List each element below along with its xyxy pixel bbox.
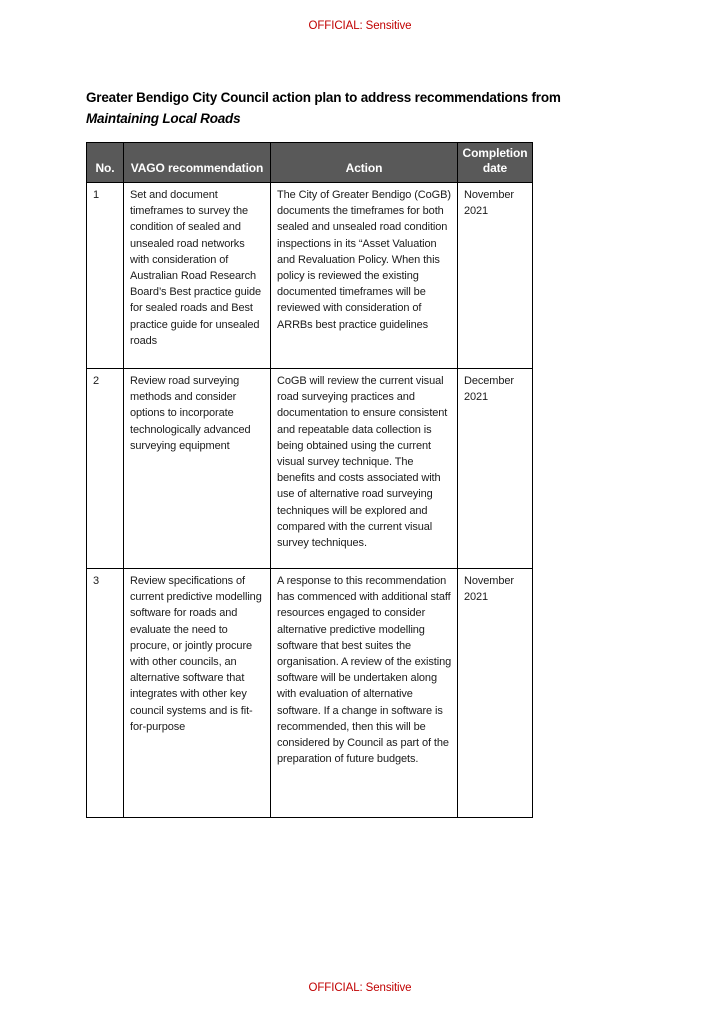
column-header-action: Action [271, 143, 458, 183]
cell-action: The City of Greater Bendigo (CoGB) documents the timeframes for both sealed and unsealed road condition inspections in its “Asset Valuation and Revaluation Policy. When this policy is reviewed the existing documented timeframes will be reviewed with consideration of ARRBs best practice guidelines [271, 183, 458, 369]
column-header-no: No. [87, 143, 124, 183]
cell-no: 2 [87, 369, 124, 569]
table-header-row [87, 143, 533, 183]
column-header-vago-recommendation: VAGO recommendation [124, 143, 271, 183]
page-title [86, 87, 646, 129]
page-title-line1: Greater Bendigo City Council action plan to address recommendations from [86, 90, 561, 105]
classification-banner-bottom: OFFICIAL: Sensitive [308, 982, 412, 994]
column-header-completion-date: Completion date [458, 143, 533, 183]
cell-no: 3 [87, 569, 124, 818]
table-row [87, 569, 533, 818]
cell-recommendation: Review specifications of current predictive modelling software for roads and evaluate the need to procure, or jointly procure with other councils, an alternative software that integrates with other key council systems and is fit-for-purpose [124, 569, 271, 818]
classification-banner-top: OFFICIAL: Sensitive [308, 20, 412, 32]
action-plan-table [86, 142, 533, 818]
cell-recommendation: Set and document timeframes to survey the condition of sealed and unsealed road networks with consideration of Australian Road Research Board’s Best practice guide for sealed roads and Best practice guide for unsealed roads [124, 183, 271, 369]
cell-completion-date: November 2021 [458, 183, 533, 369]
cell-completion-date: December 2021 [458, 369, 533, 569]
table-row [87, 369, 533, 569]
page-title-report-name: Maintaining Local Roads [86, 111, 241, 126]
cell-action: A response to this recommendation has commenced with additional staff resources engaged to consider alternative predictive modelling software that best suites the organisation. A review of the existing software will be undertaken along with evaluation of alternative software. If a change in software is recommended, then this will be considered by Council as part of the preparation of future budgets. [271, 569, 458, 818]
cell-recommendation: Review road surveying methods and consider options to incorporate technologically advanced surveying equipment [124, 369, 271, 569]
cell-completion-date: November 2021 [458, 569, 533, 818]
cell-no: 1 [87, 183, 124, 369]
table-row [87, 183, 533, 369]
cell-action: CoGB will review the current visual road surveying practices and documentation to ensure consistent and repeatable data collection is being obtained using the current visual survey technique. The benefits and costs associated with use of alternative road surveying techniques will be explored and compared with the current visual survey techniques. [271, 369, 458, 569]
